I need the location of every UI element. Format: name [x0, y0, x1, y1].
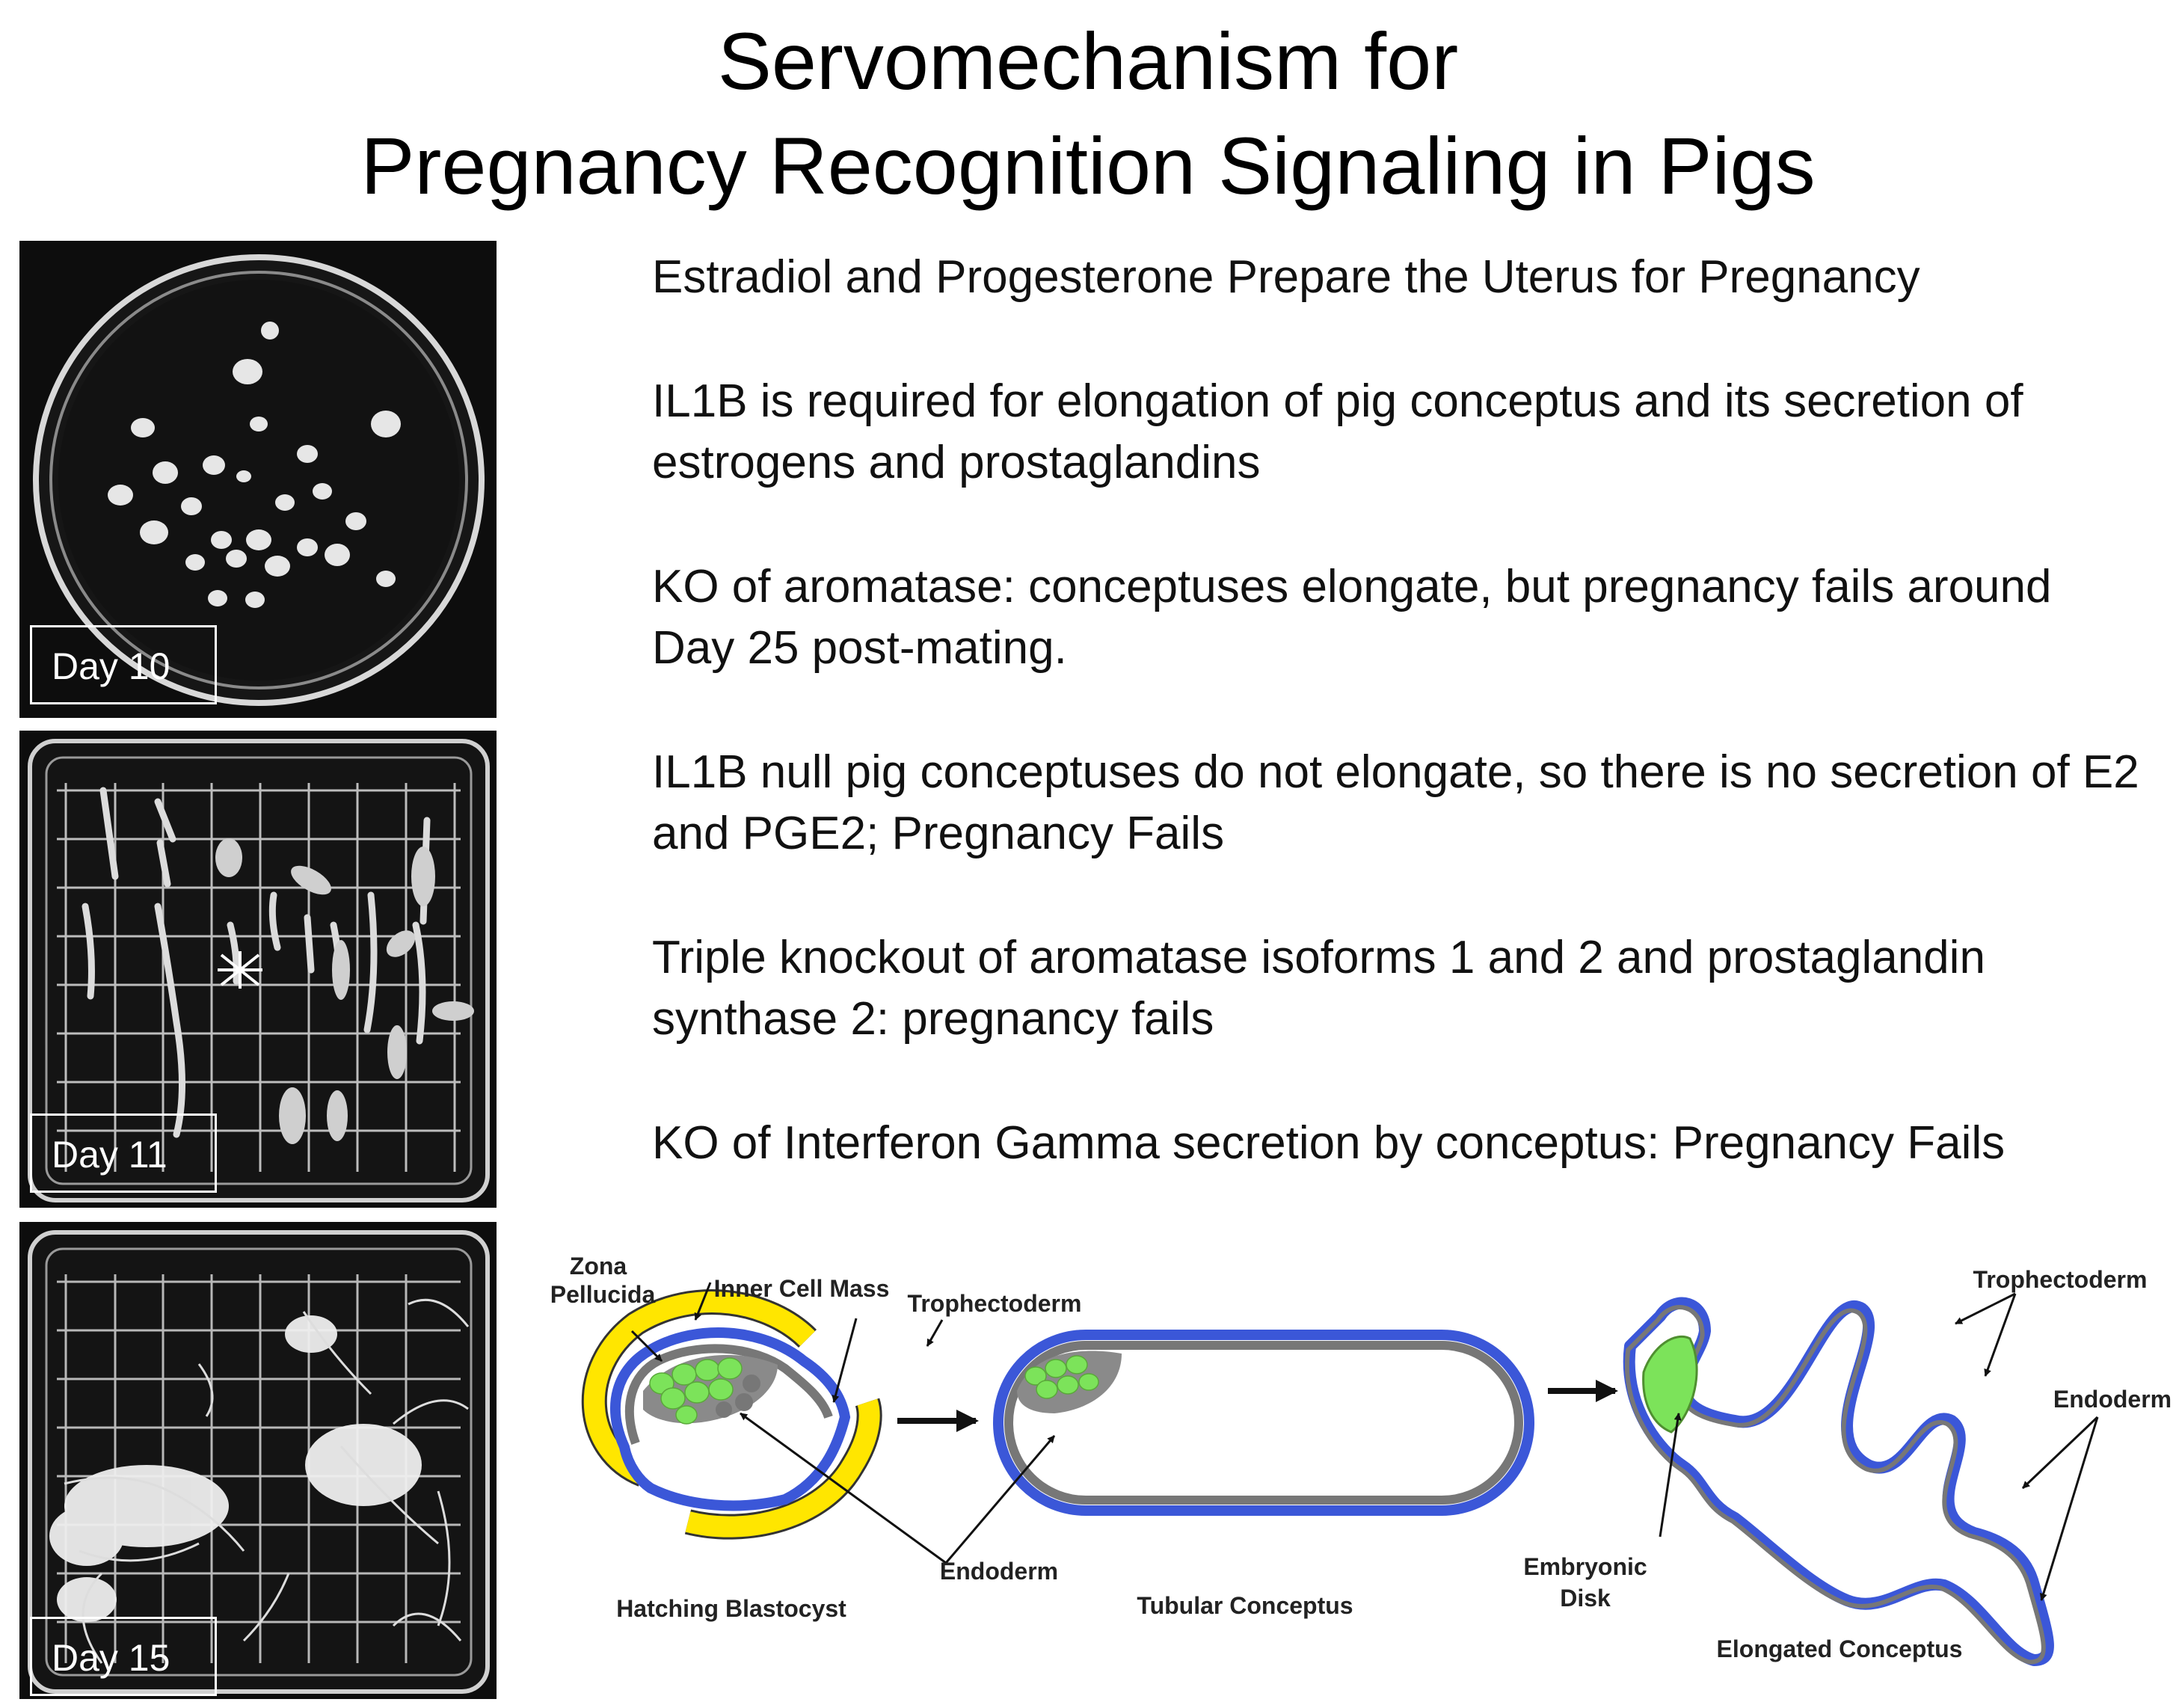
label-inner-cell-mass: Inner Cell Mass: [713, 1275, 890, 1302]
page-title-line-2: Pregnancy Recognition Signaling in Pigs: [360, 120, 1816, 211]
label-zona-line-1: Zona: [569, 1253, 627, 1280]
label-zona-line-2: Pellucida: [550, 1281, 656, 1308]
label-endoderm-1: Endoderm: [939, 1558, 1059, 1585]
photo-day-11: [19, 731, 497, 1208]
point-3: KO of aromatase: conceptuses elongate, but pregnancy fails around Day 25 post-mating.: [652, 561, 2052, 674]
point-2: IL1B is required for elongation of pig conceptus and its secretion of estrogens and prostaglandins: [652, 375, 2023, 488]
label-embryonic-line-2: Disk: [1560, 1585, 1611, 1612]
point-6: KO of Interferon Gamma secretion by conceptus: Pregnancy Fails: [652, 1117, 2006, 1169]
page-title-line-1: Servomechanism for: [717, 16, 1459, 106]
day-11-label: Day 11: [30, 1113, 217, 1193]
photo-day-15: [19, 1222, 497, 1699]
label-tubular-conceptus: Tubular Conceptus: [1137, 1592, 1353, 1619]
label-trophectoderm-1: Trophectoderm: [907, 1290, 1082, 1317]
point-5: Triple knockout of aromatase isoforms 1 and 2 and prostaglandin synthase 2: pregnancy fails: [652, 932, 1985, 1045]
point-1: Estradiol and Progesterone Prepare the Uterus for Pregnancy: [652, 251, 1920, 303]
label-endoderm-2: Endoderm: [2053, 1386, 2172, 1413]
point-4: IL1B null pig conceptuses do not elongate, so there is no secretion of E2 and PGE2; Pregnancy Fails: [652, 746, 2139, 859]
elongated-conceptus-shape: [1627, 1303, 2048, 1662]
pointer-trophectoderm-1b: [927, 1320, 942, 1346]
label-elongated-conceptus: Elongated Conceptus: [1716, 1635, 1963, 1662]
day-15-label: Day 15: [30, 1617, 217, 1696]
photo-day-10: [19, 241, 497, 718]
pointer-trophectoderm-1a: [834, 1318, 856, 1402]
label-hatching-blastocyst: Hatching Blastocyst: [616, 1595, 846, 1622]
label-embryonic-line-1: Embryonic: [1523, 1553, 1647, 1580]
day-10-label: Day 10: [30, 625, 217, 704]
key-points: [652, 247, 2140, 1174]
conceptus-development-diagram: [538, 1241, 2176, 1675]
tubular-conceptus-shape: [998, 1335, 1529, 1511]
label-trophectoderm-2: Trophectoderm: [1973, 1266, 2148, 1293]
